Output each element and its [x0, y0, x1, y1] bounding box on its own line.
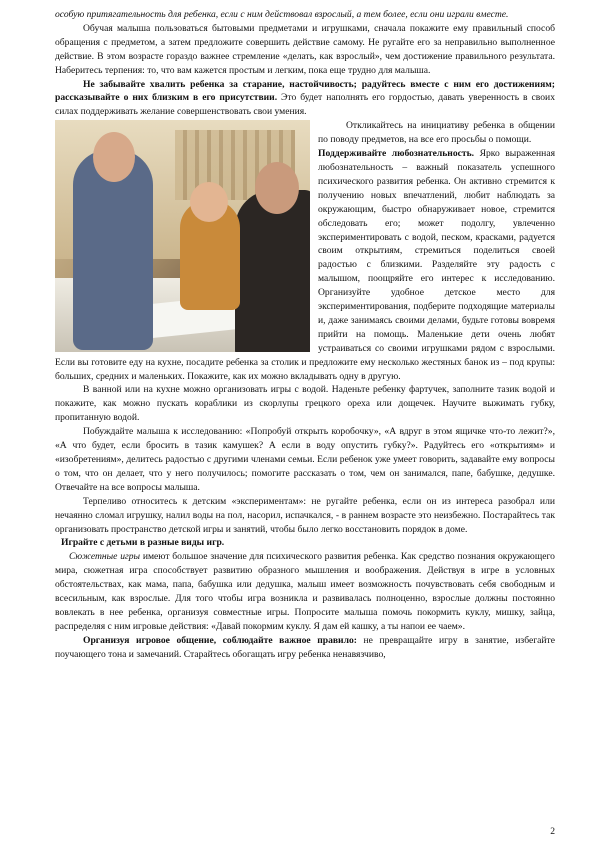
family-photo	[55, 120, 310, 352]
page-content	[55, 8, 555, 662]
section-heading-games: Играйте с детьми в разные виды игр.	[61, 537, 225, 549]
praise-text: Это будет наполнять его гордостью, давать уверенность в своих силах поддерживать желание совершенствовать свои умения.	[55, 92, 555, 118]
story-games-term: Сюжетные игры	[69, 551, 141, 563]
paragraph-praise	[55, 78, 555, 120]
paragraph-play-rule	[55, 634, 555, 662]
paragraph-experiments: Терпеливо относитесь к детским «экспериментам»: не ругайте ребенка, если он из интереса разобрал или нечаянно сломал игрушку, налил воды на пол, насорил, испачкался, - в раннем возрасте это неизбежно. Постарайтесь так организовать пространство детской игры и занятий, чтобы было легко восстановить порядок в доме.	[55, 495, 555, 535]
paragraph-initiative: Откликайтесь на инициативу ребенка в общении по поводу предметов, на все его просьбы о помощи.	[318, 120, 555, 146]
curiosity-text: Ярко выраженная любознательность – важный показатель успешного психического развития ребенка. Он активно стремится к получению новых впечатлений, любит наблюдать за окружающим, быстро обнаруживает новое, стремится обследовать его; может подолгу, увлеченно экспериментировать с водой, песком, красками, радуется своим открытиям, стремиться поделиться своей радостью с близкими. Разделяйте эту радость с малышом, поощряйте его интерес к исследованию. Организуйте удобное детское место для экспериментирования, подберите подходящие материалы и, даже занимаясь своими делами, будьте готовы вовремя прийти на помощь. Маленькие дети очень любят устраиваться со своими игрушками рядом с взрослыми. Если вы готовите еду на кухне, посадите ребенка за столик и предложите ему несколько жестяных банок из – под крупы: больших, средних и маленьких. Покажите, как их можно вкладывать одну в другую.	[55, 148, 555, 382]
paragraph-story-games	[55, 550, 555, 633]
curiosity-heading: Поддерживайте любознательность.	[318, 148, 475, 160]
paragraph-water-games: В ванной или на кухне можно организовать игры с водой. Наденьте ребенку фартучек, заполните тазик водой и покажите, как можно пускать кораблики из скорлупы грецкого ореха или дощечек. Научите выжимать губку, пропитанную водой.	[55, 384, 555, 424]
story-games-text: имеют большое значение для психического развития ребенка. Как средство познания окружающего мира, сюжетная игра способствует развитию образного мышления и воображения. Действуя в игре в условных обстоятельствах, как мама, папа, бабушка или дедушка, малыш имеет возможность почувствовать себя свободным и всесильным, как взрослые. Для того чтобы игра возникла и развивалась полноценно, взрослые должны постоянно вовлекать в нее ребенка, организуя совместные игры. Попросите малыша помочь покормить куклу, мишку, зайца, распределяя с ним игровые действия: «Давай покормим куклу. Я дам ей кашку, а ты напои ее чаем».	[55, 551, 555, 632]
play-rule-heading: Организуя игровое общение, соблюдайте важное правило:	[83, 634, 357, 646]
praise-heading: Не забывайте хвалить ребенка за старание, настойчивость; радуйтесь вместе с ним его достижениям; рассказывайте о них близким в его присутствии.	[55, 78, 555, 104]
page-number: 2	[550, 826, 555, 837]
paragraph-teaching: Обучая малыша пользоваться бытовыми предметами и игрушками, сначала покажите ему правильный способ обращения с предметом, а затем предложите совершить действие самому. Не ругайте его за неправильно выполненное действие. В этом возрасте гораздо важнее стремление «делать, как взрослый», чем достижение правильного результата. Наберитесь терпения: то, что вам кажется простым и легким, пока еще трудно для малыша.	[55, 22, 555, 76]
play-rule-text: не превращайте игру в занятие, избегайте поучающего тона и замечаний. Старайтесь обогащать игру ребенка ненавязчиво,	[55, 634, 555, 660]
paragraph-continuation: особую притягательность для ребенка, если с ним действовал взрослый, а тем более, если они играли вместе.	[55, 9, 509, 20]
paragraph-exploration: Побуждайте малыша к исследованию: «Попробуй открыть коробочку», «А вдруг в этом ящичке что-то лежит?», «А что будет, если бросить в тазик камушек? А если в воду опустить губку?». Радуйтесь его «открытиям» и «изобретениям», делитесь радостью с другими членами семьи. Если ребенок уже умеет говорить, задавайте ему вопросы о том, что он делает, что у него получилось; помогите рассказать о том, чем он занимался, папе, бабушке, дедушке. Отвечайте на все вопросы малыша.	[55, 426, 555, 493]
